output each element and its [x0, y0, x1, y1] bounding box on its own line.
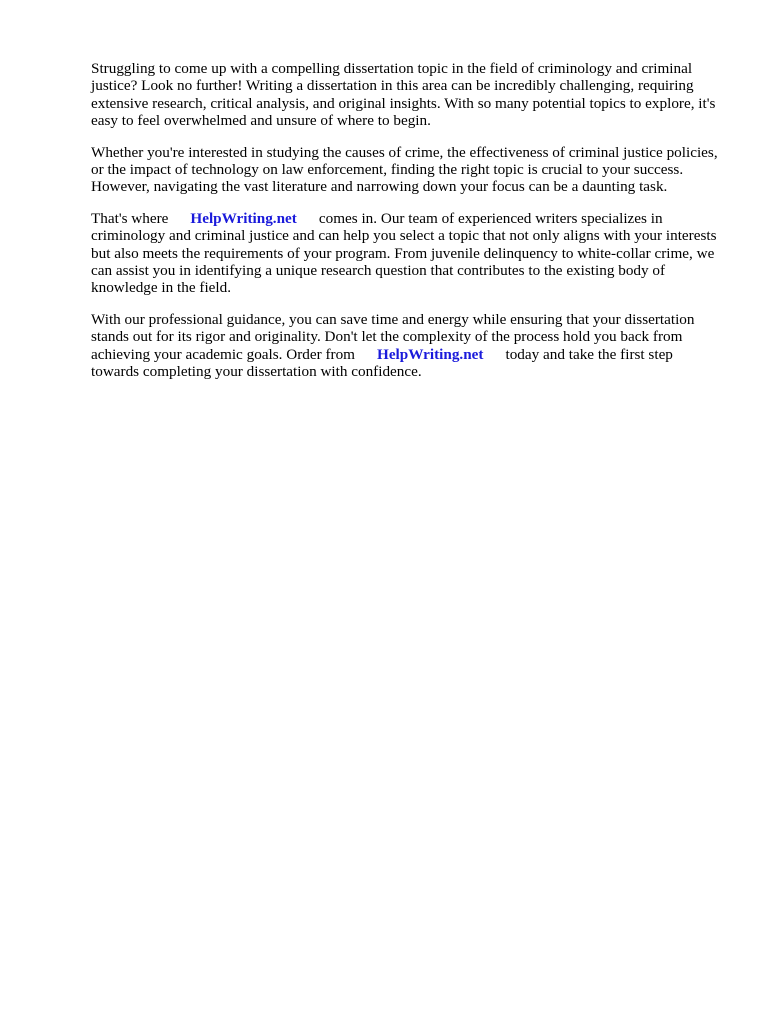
paragraph-3-lead-text: That's where — [91, 209, 169, 227]
helpwriting-link-2[interactable]: HelpWriting.net — [377, 345, 484, 363]
paragraph-4-trail-text: today and take the first step towards completing your dissertation with confidence. — [91, 345, 673, 381]
helpwriting-link-1[interactable]: HelpWriting.net — [190, 209, 297, 227]
document-page — [91, 60, 721, 395]
paragraph-intro: Struggling to come up with a compelling dissertation topic in the field of criminology and criminal justice? Look no further! Writing a dissertation in this area can be incredibly challenging, requiring extensive research, critical analysis, and original insights. With so many potential topics to explore, it's easy to feel overwhelmed and unsure of where to begin. — [91, 60, 716, 130]
paragraph-interests: Whether you're interested in studying the causes of crime, the effectiveness of criminal justice policies, or the impact of technology on law enforcement, finding the right topic is crucial to your success. However, navigating the vast literature and narrowing down your focus can be a daunting task. — [91, 143, 718, 196]
paragraph-3-trail-text: comes in. Our team of experienced writers specializes in criminology and criminal justice and can help you select a topic that not only aligns with your interests but also meets the requirements of your program. From juvenile delinquency to white-collar crime, we can assist you in identifying a unique research question that contributes to the existing body of knowledge in the field. — [91, 209, 717, 297]
paragraph-helpwriting — [91, 210, 721, 297]
paragraph-guidance — [91, 311, 721, 381]
paragraph-4-lead-text: With our professional guidance, you can save time and energy while ensuring that your dissertation stands out for its rigor and originality. Don't let the complexity of the process hold you back from achieving your academic goals. Order from — [91, 310, 695, 363]
